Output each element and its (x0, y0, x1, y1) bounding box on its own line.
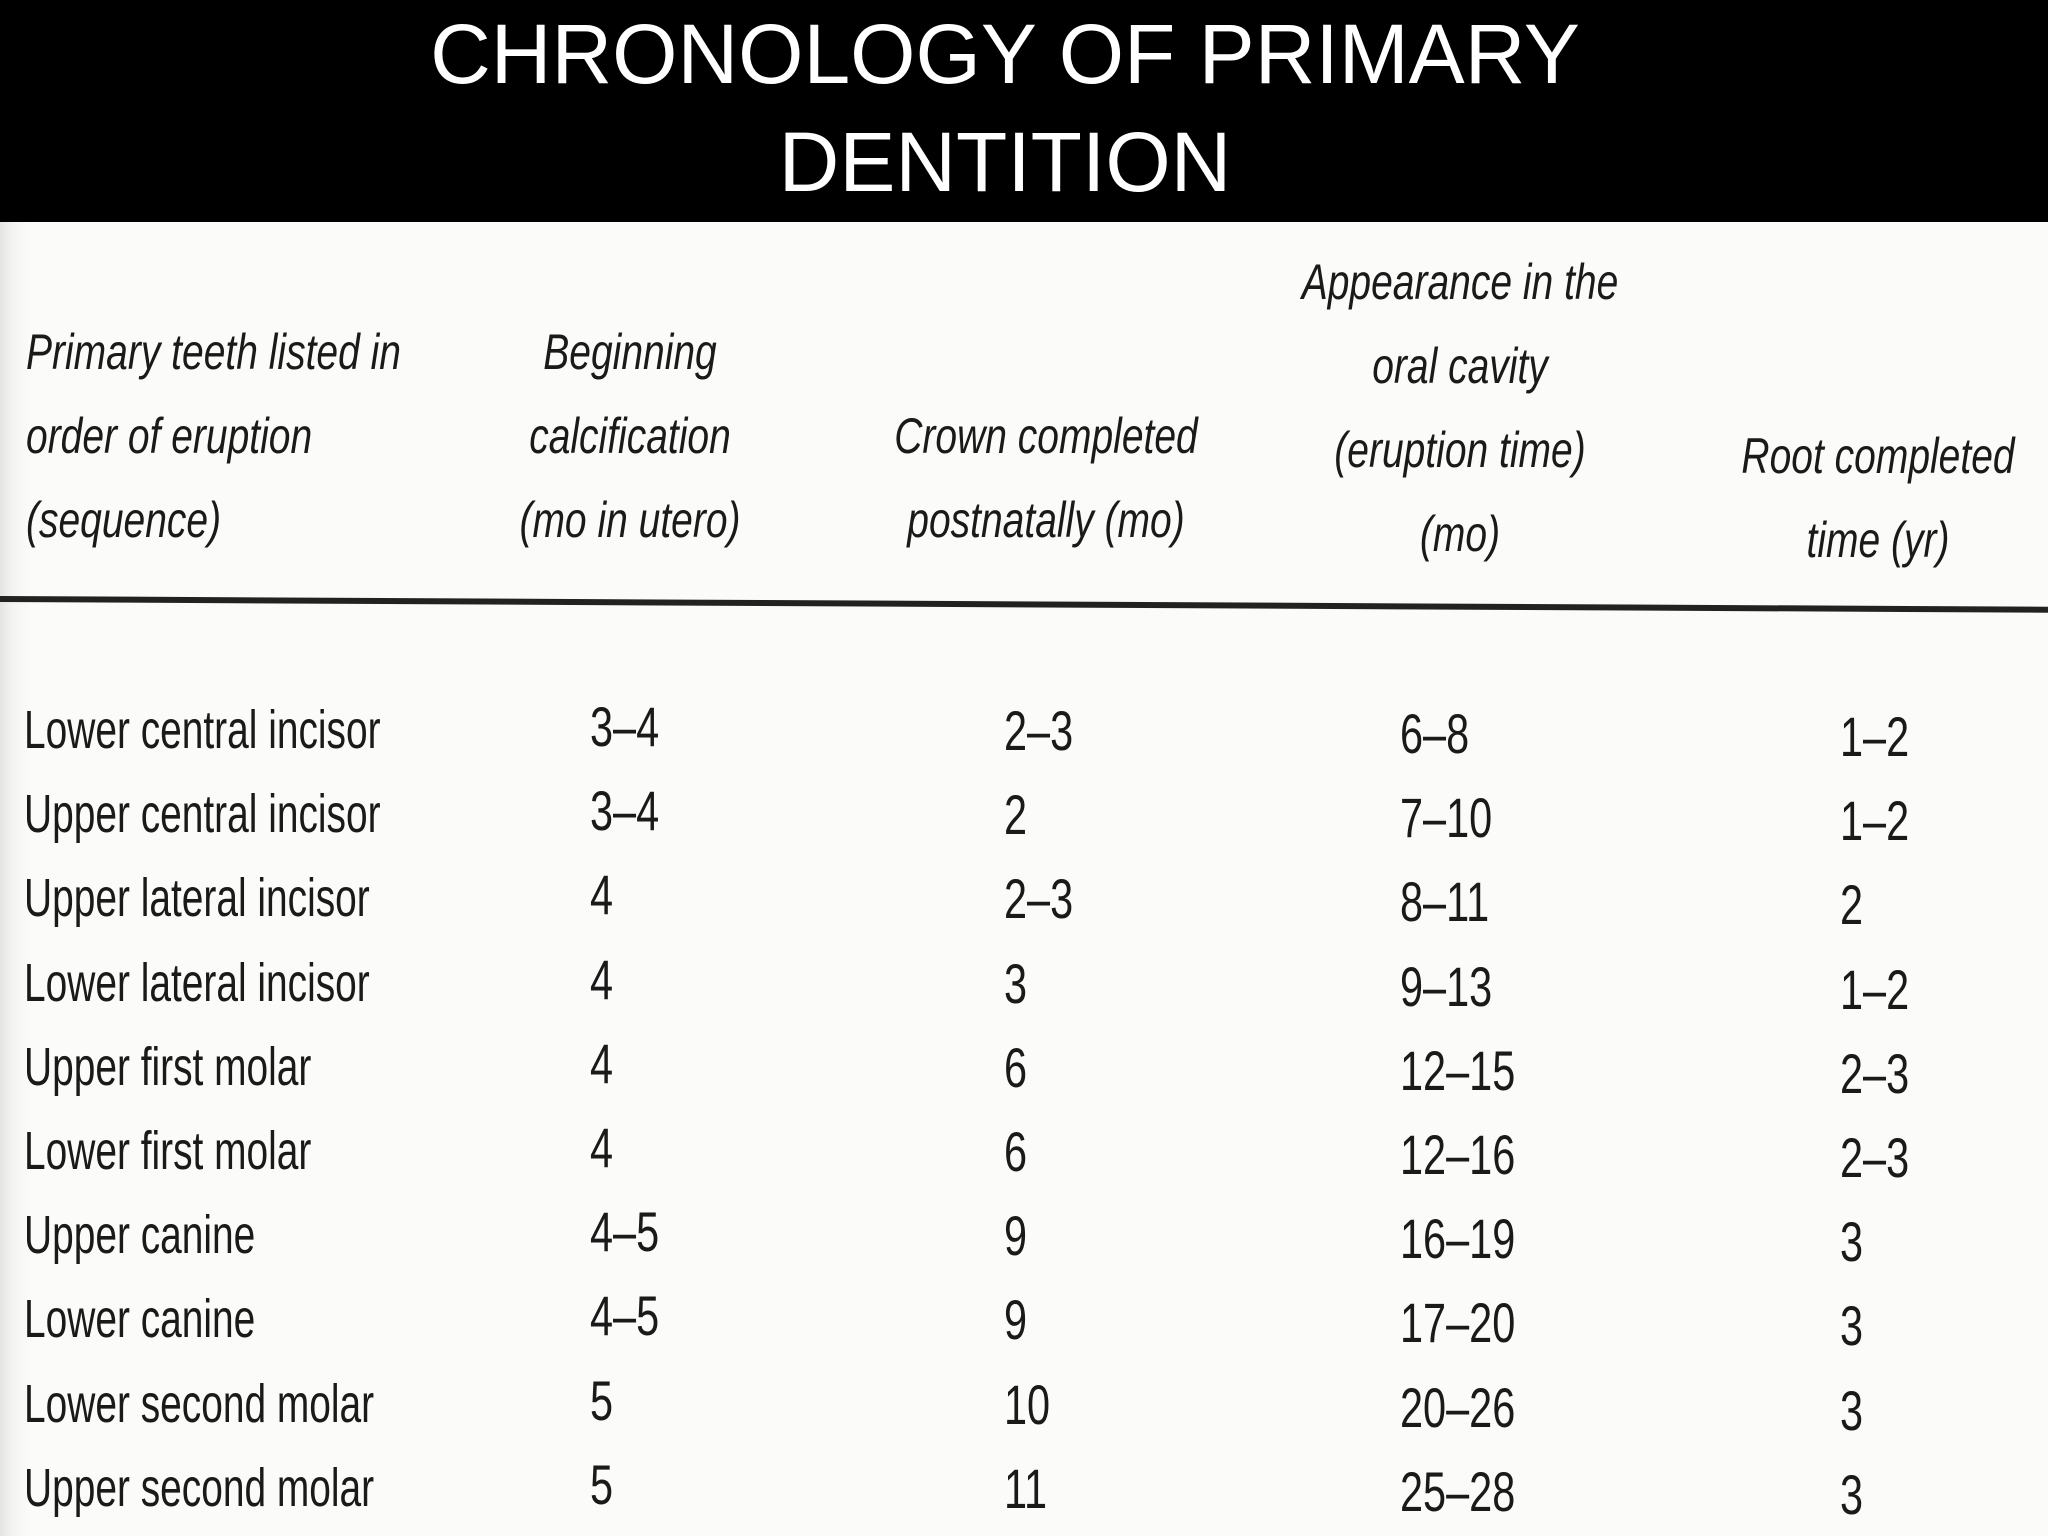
header-line: (sequence) (26, 492, 222, 548)
calcification-cell: 3–4 (590, 779, 660, 843)
root-cell: 3 (1840, 1210, 1864, 1274)
crown-cell: 2–3 (1004, 867, 1074, 931)
crown-cell: 2–3 (1004, 699, 1074, 762)
crown-cell: 6 (1004, 1120, 1028, 1183)
calcification-cell: 4 (590, 947, 614, 1011)
tooth-name-cell: Lower second molar (24, 1373, 375, 1434)
header-line: (mo in utero) (519, 492, 741, 548)
header-line: time (yr) (1806, 512, 1950, 568)
eruption-cell: 25–28 (1400, 1459, 1516, 1523)
tooth-name-cell: Lower first molar (24, 1121, 312, 1181)
slide-title-line-1: CHRONOLOGY OF PRIMARY (430, 7, 1580, 101)
title-bar (0, 0, 2048, 222)
slide-title-line-2: DENTITION (778, 115, 1232, 209)
eruption-cell: 16–19 (1400, 1207, 1516, 1271)
eruption-cell: 12–15 (1400, 1038, 1516, 1102)
header-primary-teeth (26, 310, 401, 562)
root-cell: 2 (1840, 873, 1864, 937)
eruption-cell: 12–16 (1400, 1123, 1516, 1186)
header-line: Crown completed (894, 408, 1198, 464)
crown-cell: 11 (1004, 1456, 1048, 1520)
header-line: (mo) (1419, 506, 1501, 562)
crown-cell: 9 (1004, 1204, 1028, 1268)
eruption-cell: 17–20 (1400, 1291, 1516, 1355)
header-line: order of eruption (26, 408, 313, 464)
header-line: (eruption time) (1334, 422, 1586, 478)
tooth-name-cell: Upper canine (24, 1205, 256, 1266)
calcification-cell: 4–5 (590, 1284, 660, 1348)
header-line: calcification (529, 408, 731, 464)
calcification-cell: 5 (590, 1452, 614, 1516)
root-cell: 3 (1840, 1462, 1864, 1526)
root-cell: 3 (1840, 1378, 1864, 1442)
crown-cell: 2 (1004, 783, 1028, 847)
header-line: Appearance in the (1301, 254, 1619, 310)
calcification-cell: 4 (590, 863, 614, 927)
header-line: postnatally (mo) (907, 492, 1185, 548)
root-cell: 2–3 (1840, 1041, 1910, 1105)
tooth-name-cell: Upper central incisor (24, 784, 381, 845)
tooth-name-cell: Lower central incisor (24, 700, 381, 760)
root-cell: 1–2 (1840, 789, 1910, 853)
tooth-name-cell: Upper second molar (24, 1457, 375, 1518)
crown-cell: 10 (1004, 1372, 1051, 1436)
tooth-name-cell: Upper first molar (24, 1036, 312, 1097)
tooth-name-cell: Lower lateral incisor (24, 952, 370, 1013)
eruption-cell: 6–8 (1400, 702, 1470, 765)
tooth-name-cell: Lower canine (24, 1289, 256, 1350)
eruption-cell: 20–26 (1400, 1375, 1516, 1439)
eruption-cell: 7–10 (1400, 786, 1493, 850)
crown-cell: 9 (1004, 1288, 1028, 1352)
calcification-cell: 3–4 (590, 695, 660, 758)
root-cell: 2–3 (1840, 1126, 1910, 1189)
calcification-cell: 4 (590, 1031, 614, 1095)
header-line: Beginning (543, 324, 717, 380)
calcification-cell: 5 (590, 1368, 614, 1432)
tooth-name-cell: Upper lateral incisor (24, 868, 370, 929)
root-cell: 1–2 (1840, 705, 1910, 768)
calcification-cell: 4–5 (590, 1200, 660, 1264)
calcification-cell: 4 (590, 1116, 614, 1179)
header-line: Root completed (1741, 428, 2015, 484)
header-line: Primary teeth listed in (26, 324, 401, 380)
eruption-cell: 9–13 (1400, 954, 1493, 1018)
root-cell: 1–2 (1840, 957, 1910, 1021)
crown-cell: 3 (1004, 951, 1028, 1015)
root-cell: 3 (1840, 1294, 1864, 1358)
header-line: oral cavity (1372, 338, 1548, 394)
crown-cell: 6 (1004, 1035, 1028, 1099)
eruption-cell: 8–11 (1400, 870, 1490, 934)
